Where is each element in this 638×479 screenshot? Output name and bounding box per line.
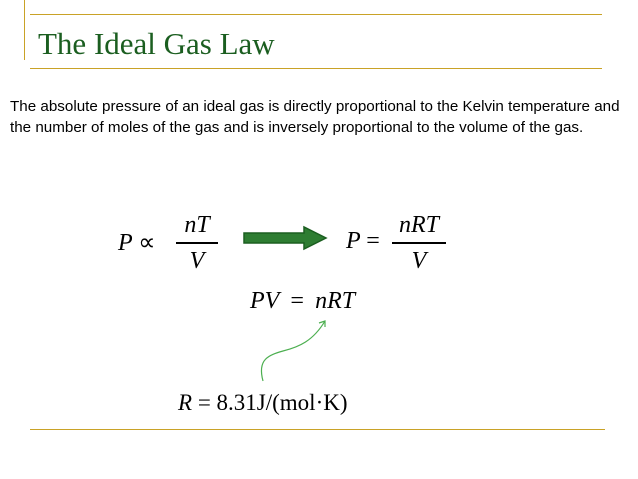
top-rule — [30, 14, 602, 15]
proportional-symbol: ∝ — [138, 230, 156, 256]
proportional-fraction — [176, 210, 218, 276]
vertical-rule — [24, 0, 25, 60]
equality-fraction — [392, 210, 446, 276]
fraction-bar — [392, 242, 446, 244]
fraction-bar — [176, 242, 218, 244]
equality-denominator: V — [411, 247, 427, 274]
title-underline-rule — [30, 68, 602, 69]
right-arrow-icon — [242, 225, 330, 251]
gas-constant-r: R — [178, 390, 193, 415]
proportional-denominator: V — [189, 247, 205, 274]
gas-constant-equation — [178, 390, 348, 416]
equality-p: P — [346, 228, 361, 254]
gas-constant-equals: = — [197, 390, 211, 415]
gas-constant-value: 8.31 — [216, 390, 257, 415]
slide-title: The Ideal Gas Law — [38, 26, 275, 61]
proportional-p: P — [118, 230, 133, 256]
proportional-numerator: nT — [184, 212, 210, 238]
curved-arrow-icon — [255, 315, 335, 385]
equality-symbol: = — [366, 228, 380, 254]
equality-numerator: nRT — [398, 212, 439, 238]
description-text: The absolute pressure of an ideal gas is directly proportional to the Kelvin temperature and the number of moles of the gas and is inversely proportional to the volume of the gas. — [10, 98, 620, 136]
bottom-rule — [30, 429, 605, 430]
equality-lhs — [346, 228, 380, 255]
proportional-lhs — [118, 228, 155, 257]
gas-constant-units: J/(mol·K) — [256, 390, 348, 415]
ideal-gas-equation: PV = nRT — [250, 288, 356, 314]
